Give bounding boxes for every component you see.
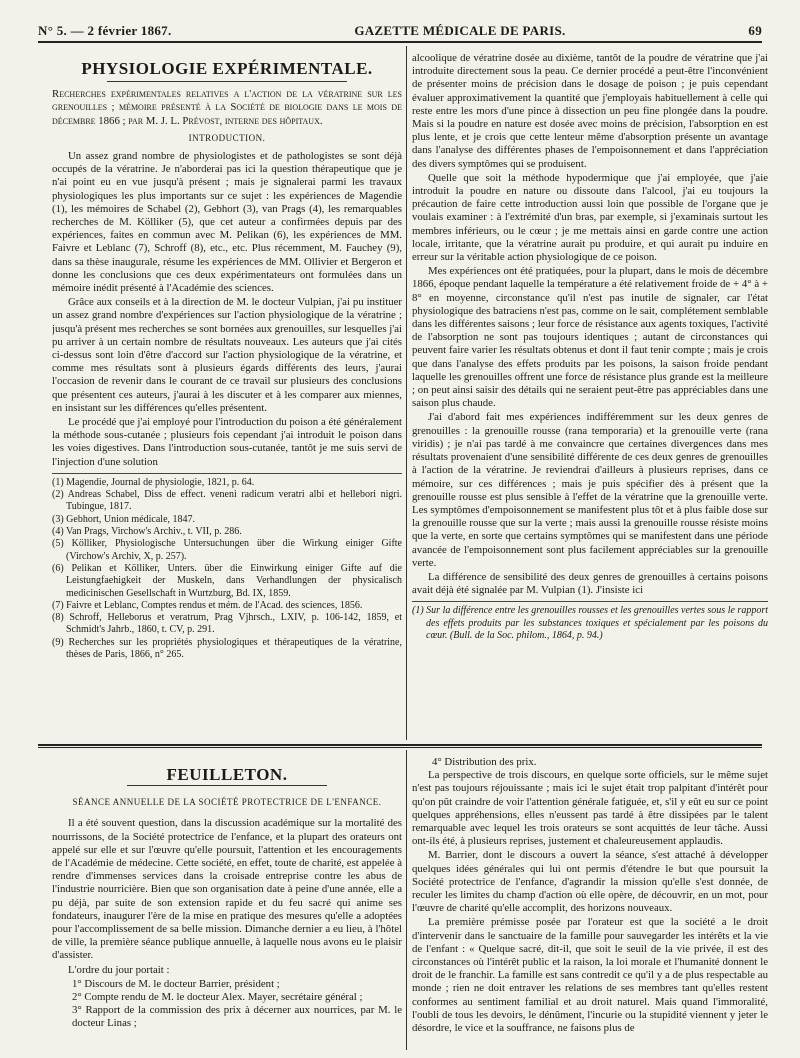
feuilleton-title: FEUILLETON. <box>166 765 288 784</box>
footnote-rule <box>52 473 402 474</box>
feuilleton-right-column <box>412 756 768 1052</box>
title-rule <box>107 81 347 82</box>
intro-heading: INTRODUCTION. <box>188 132 266 143</box>
article-left-column <box>52 52 402 740</box>
paragraph: J'ai d'abord fait mes expériences indifféremment sur les deux genres de grenouilles : la grenouille rousse (rana temporaria) et la grenouille verte (rana viridis) ; je n'ai pas tardé à me convaincre que certaines divergences dans mes résultats provenaient d'une sensibilité différente de ces deux genres de grenouilles à l'action de la vératrine. Je reviendrai d'ailleurs à plusieurs reprises, dans ce mémoire, sur ces différences ; mais je puis spécifier dès à présent que la grenouille rousse est plus sensible à l'effet de la vératrine que la grenouille verte. Les symptômes d'empoisonnement se manifestent plus tôt et à plus faible dose sur la grenouille rousse que sur la verte ; mais aussi la grenouille rousse résiste moins que la verte, en sorte que certains symptômes qui se manifestent dans une période avancée de l'empoisonnement sont plus facilement appréciables sur la grenouille verte. <box>412 411 768 569</box>
paragraph: Il a été souvent question, dans la discussion académique sur la mortalité des nourrissons, de la Société protectrice de l'enfance, et la plupart des orateurs ont appelé sur elle et sur l'œuvre qu'elle poursuit, l'attention et les encouragements de l'Académie de médecine. Cette société, en effet, toute de charité, est appelée à rendre d'immenses services dans la croisade entreprise contre les abus de l'industrie nourricière. Bien que son organisation date à peine d'une année, elle a pu déjà, par suite de son extension rapide et du feu sacré qui anime ses fondateurs, inaugurer l'ère de la mise en pratique des mesures qu'elle a adoptées pour l'accomplissement de sa belle mission. Dimanche dernier a eu lieu, à l'hôtel de ville, la première séance publique annuelle, à laquelle nous avons eu le plaisir d'assister. <box>52 817 402 962</box>
feuilleton-column-divider <box>406 750 407 1050</box>
footnote-rule <box>412 601 768 602</box>
paragraph: Un assez grand nombre de physiologistes et de pathologistes se sont déjà occupés de la vératrine. Je n'aborderai pas ici la question thérapeutique que je n'ai point eu en vue jusqu'à présent ; mais je signalerai parmi les travaux physiologiques les plus importants sur ce sujet : les expériences de Magendie (1), les mémoires de Schabel (2), Gebhort (3), van Prags (4), les remarquables recherches de M. Kölliker (5), que cet auteur a confirmées depuis par des expériences, faites en commun avec M. Pelikan (6), les expériences de MM. Faivre et Leblanc (7), Schroff (8), etc., etc. Plus récemment, M. Fauchey (9), dans sa thèse inaugurale, résume les expériences de MM. Ollivier et Bergeron et donne les conclusions que ces deux expérimentateurs ont formulées dans un mémoire inédit présenté à l'Académie des sciences. <box>52 150 402 295</box>
paragraph: Mes expériences ont été pratiquées, pour la plupart, dans le mois de décembre 1866, époque pendant laquelle la température a été relativement froide de + 4° à + 8° en moyenne, circonstance qu'il n'est pas inutile de signaler, car l'état physiologique des batraciens n'est pas, comme on le sait, complétement semblable dans les différentes saisons ; leur force de résistance aux agents toxiques, l'activité de l'absorption ne sont pas toujours identiques ; autant de circonstances qui peuvent faire varier les résultats obtenus et dont il faut tenir compte ; mais je crois que dans l'analyse des effets produits par les poisons, la saison froide pendant laquelle les grenouilles offrent une force de résistance plus grande est la meilleure ; on peut ainsi saisir des détails qui ne seraient peut-être pas appréciables dans une saison plus chaude. <box>412 265 768 410</box>
footnote: (6) Pelikan et Kölliker, Unters. über die Einwirkung einiger Gifte auf die Leistungfaehigkeit der Muskeln, dans Verhandlungen der physicalisch medicinischen Gesellschaft in Wurtzburg, Bd. IX, 1859. <box>52 562 402 599</box>
header-rule <box>38 41 762 43</box>
feuilleton-separator <box>38 744 762 746</box>
article-title: PHYSIOLOGIE EXPÉRIMENTALE. <box>81 59 373 78</box>
paragraph: alcoolique de vératrine dosée au dixième, tantôt de la poudre de vératrine que j'ai introduite directement sous la peau. Ce dernier procédé a peut-être l'inconvénient de présenter moins de précision dans le dosage de poison ; je puis cependant évaluer approximativement la quantité que j'employais habituellement à celle qui reste entre les mors d'une pince à dissection un peu fine plongée dans la poudre. Mais si la poudre en nature est dosée avec moins de précision, l'absorption en est plus lente, et je crois que cette lenteur même d'absorption présente un avantage dans l'analyse des différentes phases de l'empoisonnement et dans l'appréciation des divers symptômes qui se produisent. <box>412 52 768 170</box>
footnote: (3) Gebhort, Union médicale, 1847. <box>52 513 196 525</box>
paragraph: Quelle que soit la méthode hypodermique que j'ai employée, que j'aie introduit la poudre en nature ou dissoute dans l'alcool, j'ai eu toujours la précaution de faire cette introduction aussi loin que possible de l'organe que je voulais examiner : à l'extrémité d'un bras, par exemple, si j'examinais surtout les membres inférieurs, ou le cœur ; je me mettais ainsi en garde contre une action locale, irritante, que la vératrine aurait pu produire, et qui aurait pu induire en erreur sur la véritable action physiologique de ce poison. <box>412 171 768 264</box>
paragraph: Grâce aux conseils et à la direction de M. le docteur Vulpian, j'ai pu instituer un assez grand nombre d'expériences sur l'action physiologique de la vératrine ; jusqu'à présent mes recherches se sont bornées aux grenouilles, sur lesquelles j'ai pu arriver à un certain nombre de résultats nouveaux. Les auteurs que j'ai cités ci-dessus sont loin d'être d'accord sur l'action physiologique de la vératrine, et comme mes résultats sont à plusieurs égards différents des leurs, j'aurai l'occasion de revenir dans le courant de ce travail sur plusieurs des conclusions que présentent ces auteurs, j'aurai à les discuter et à les comparer aux miennes, en insistant sur les différences qu'elles présentent. <box>52 296 402 414</box>
paragraph: L'ordre du jour portait : <box>68 963 170 976</box>
issue-date: N° 5. — 2 février 1867. <box>38 23 172 38</box>
feuilleton-separator-thin <box>38 747 762 748</box>
footnote: (5) Kölliker, Physiologische Untersuchungen über die Wirkung einiger Gifte (Virchow's Archiv, X, p. 257). <box>52 538 402 562</box>
journal-title: GAZETTE MÉDICALE DE PARIS. <box>354 23 566 38</box>
seance-heading: SÉANCE ANNUELLE DE LA SOCIÉTÉ PROTECTRICE DE L'ENFANCE. <box>72 797 382 808</box>
feuilleton-title-rule <box>127 785 327 786</box>
paragraph: La première prémisse posée par l'orateur est que la société a le droit d'intervenir dans le sanctuaire de la famille pour sauvegarder les intérêts et la vie de l'enfant : « Quelque sacré, dit-il, que soit le seuil de la vie privée, il est des circonstances où l'intérêt public et la raison, la loi morale et l'humanité donnent le droit de le franchir. La famille est sans contredit ce qu'il y a de plus respectable au monde ; rien ne doit entraver les relations de ses membres tant qu'elles restent conformes au sentiment familial et au droit naturel. Mais quand l'immoralité, l'oubli de tous les devoirs, le dénûment, l'incurie ou la stupidité viennent y jeter le désordre, le vice et la souffrance, ne faisons plus de <box>412 916 768 1035</box>
page-header <box>38 22 762 40</box>
order-item: 1° Discours de M. le docteur Barrier, président ; <box>72 977 280 990</box>
footnote: (2) Andreas Schabel, Diss de effect. veneni radicum veratri albi et hellebori nigri. Tubingue, 1817. <box>52 489 402 513</box>
article-right-column <box>412 52 768 740</box>
footnote: (4) Van Prags, Virchow's Archiv., t. VII, p. 286. <box>52 526 242 538</box>
footnote: (9) Recherches sur les propriétés physiologiques et thérapeutiques de la vératrine, thèses de Paris, 1866, n° 265. <box>52 636 402 661</box>
paragraph: La différence de sensibilité des deux genres de grenouilles à certains poisons avait déjà été signalée par M. Vulpian (1). J'insiste ici <box>412 570 768 597</box>
article-subtitle: Recherches expérimentales relatives a l'action de la vératrine sur les grenouilles ; mémoire présenté à la Société de biologie dans le mois de décembre 1866 ; par M. J. L. Prévost, interne des hôpitaux. <box>52 88 402 127</box>
order-item: 4° Distribution des prix. <box>432 756 537 768</box>
paragraph: Le procédé que j'ai employé pour l'introduction du poison a été généralement la méthode sous-cutanée ; plusieurs fois cependant j'ai introduit le poison dans les voies digestives. Dans l'introduction sous-cutanée, tantôt je me suis servi de l'injection d'une solution <box>52 416 402 468</box>
footnote: (1) Sur la différence entre les grenouilles rousses et les grenouilles vertes sous le rapport des effets produits par les substances toxiques et spécialement par les poisons du cœur. (Bull. de la Soc. philom., 1864, p. 94.) <box>412 605 768 641</box>
footnote: (7) Faivre et Leblanc, Comptes rendus et mém. de l'Acad. des sciences, 1856. <box>52 599 363 611</box>
page-number: 69 <box>748 23 762 38</box>
paragraph: La perspective de trois discours, en quelque sorte officiels, sur le même sujet n'est pas toujours réjouissante ; mais ici le sujet était trop palpitant d'intérêt pour qu'on pût craindre de voir l'attention générale fatiguée, et, s'il y eût eu sur ce point quelques appréhensions, elles n'eussent pas tardé à être dissipées par le talent remarquable avec lequel les trois orateurs se sont acquittés de leur tâche. Aussi ont-ils été, à plusieurs reprises, justement et chaleureusement applaudis. <box>412 769 768 848</box>
footnote: (8) Schroff, Helleborus et veratrum, Prag Vjhrsch., LXIV, p. 106-142, 1859, et Schmidt's Jahrb., 1860, t. CV, p. 291. <box>52 612 402 636</box>
footnote: (1) Magendie, Journal de physiologie, 1821, p. 64. <box>52 476 255 488</box>
paragraph: M. Barrier, dont le discours a ouvert la séance, s'est attaché à développer quelques idées générales qui lui ont permis d'étendre le but que poursuit la Société protectrice de l'enfance, d'agrandir la mission qu'elle s'est donnée, de reculer les limites du champ d'action où elle opère, de découvrir, en un mot, pour l'œuvre de charité qu'elle accomplit, des horizons nouveaux. <box>412 849 768 915</box>
column-divider <box>406 46 407 740</box>
order-item: 3° Rapport de la commission des prix à décerner aux nourrices, par M. le docteur Linas ; <box>72 1004 402 1030</box>
feuilleton-left-column <box>52 756 402 1052</box>
order-item: 2° Compte rendu de M. le docteur Alex. Mayer, secrétaire général ; <box>72 991 363 1004</box>
